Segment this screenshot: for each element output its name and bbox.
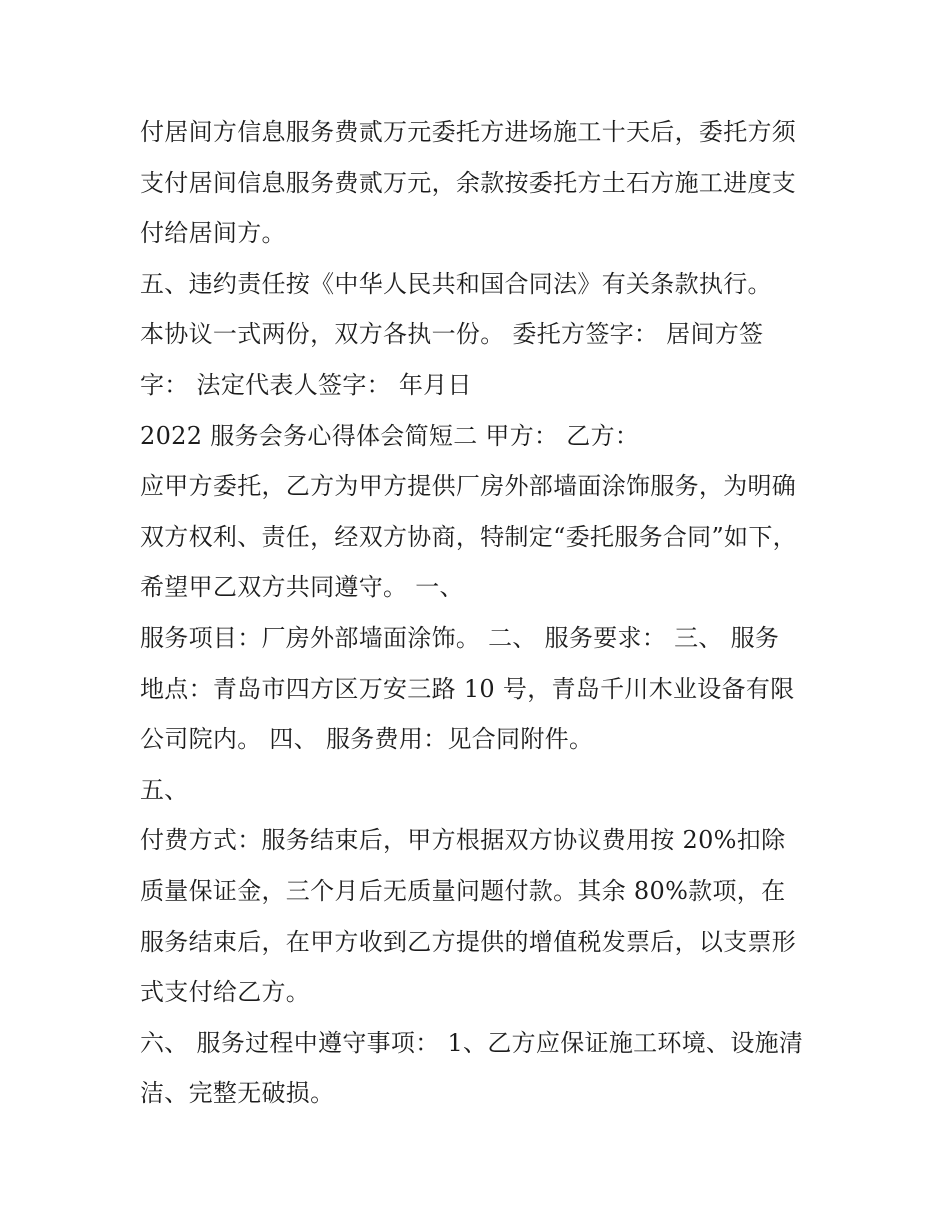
text-line: 质量保证金，三个月后无质量问题付款。其余 80%款项，在 [140, 876, 786, 905]
text-line: 本协议一式两份，双方各执一份。 委托方签字： 居间方签 [140, 320, 764, 349]
text-line: 五、 [140, 775, 189, 804]
text-line: 付给居间方。 [140, 219, 286, 248]
text-line: 应甲方委托，乙方为甲方提供厂房外部墙面涂饰服务，为明确 [140, 472, 797, 501]
text-line: 服务结束后，在甲方收到乙方提供的增值税发票后，以支票形 [140, 927, 797, 956]
text-line: 五、违约责任按《中华人民共和国合同法》有关条款执行。 [140, 269, 772, 298]
text-line: 希望甲乙双方共同遵守。 一、 [140, 573, 464, 602]
text-line: 公司院内。 四、 服务费用：见合同附件。 [140, 725, 594, 754]
text-line: 付居间方信息服务费贰万元委托方进场施工十天后，委托方须 [140, 118, 797, 146]
text-line: 洁、完整无破损。 [140, 1079, 335, 1108]
text-line: 2022 服务会务心得体会简短二 甲方： 乙方： [140, 421, 640, 450]
text-line: 支付居间信息服务费贰万元，余款按委托方土石方施工进度支 [140, 168, 797, 197]
text-line: 双方权利、责任，经双方协商，特制定“委托服务合同”如下， [140, 522, 797, 551]
text-line: 地点：青岛市四方区万安三路 10 号，青岛千川木业设备有限 [140, 674, 795, 703]
text-line: 六、 服务过程中遵守事项： 1、乙方应保证施工环境、设施清 [140, 1028, 804, 1057]
text-line: 式支付给乙方。 [140, 978, 311, 1007]
text-line: 付费方式：服务结束后，甲方根据双方协议费用按 20%扣除 [140, 826, 786, 855]
document-body [140, 107, 820, 1119]
text-line: 字： 法定代表人签字： 年月日 [140, 370, 472, 399]
text-line: 服务项目：厂房外部墙面涂饰。 二、 服务要求： 三、 服务 [140, 623, 780, 652]
